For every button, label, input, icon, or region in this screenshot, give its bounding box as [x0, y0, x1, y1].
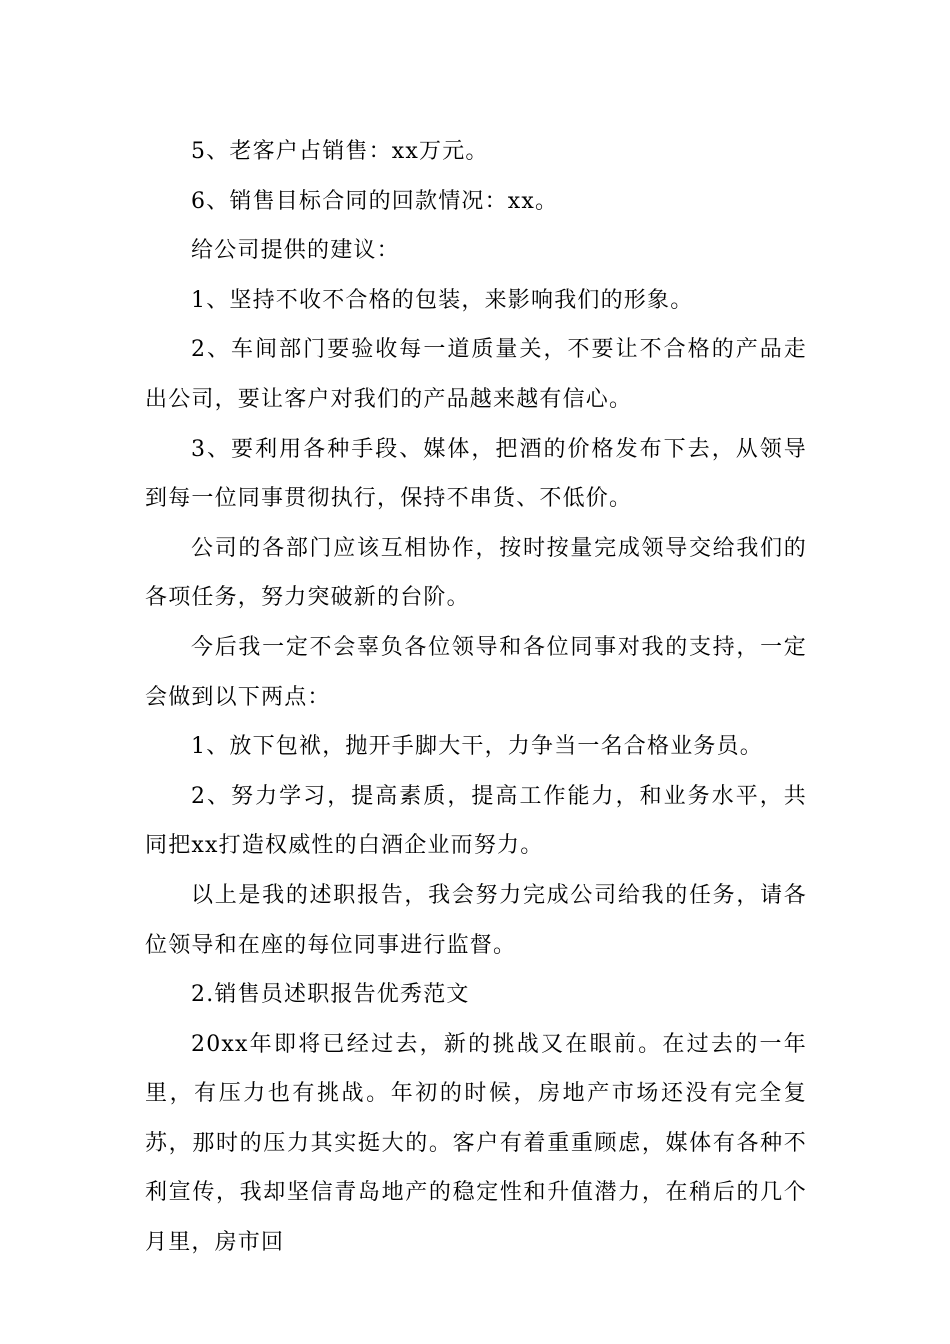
- paragraph-suggestion-2: 2、车间部门要验收每一道质量关，不要让不合格的产品走出公司，要让客户对我们的产品越来越有信心。: [145, 337, 807, 412]
- section-heading-2: 2.销售员述职报告优秀范文: [191, 982, 470, 1008]
- paragraph-old-customer-sales: 5、老客户占销售：xx万元。: [191, 139, 489, 164]
- paragraph-commitment-1: 1、放下包袱，抛开手脚大干，力争当一名合格业务员。: [191, 734, 763, 760]
- paragraph-contract-payment: 6、销售目标合同的回款情况：xx。: [191, 188, 559, 214]
- paragraph-suggestion-1: 1、坚持不收不合格的包装，来影响我们的形象。: [191, 287, 694, 313]
- paragraph-suggestions-heading: 给公司提供的建议：: [191, 238, 400, 264]
- paragraph-conclusion: 以上是我的述职报告，我会努力完成公司给我的任务，请各位领导和在座的每位同事进行监督。: [145, 882, 807, 958]
- paragraph-suggestion-3: 3、要利用各种手段、媒体，把酒的价格发布下去，从领导到每一位同事贯彻执行，保持不串货、不低价。: [145, 436, 807, 512]
- paragraph-commitment: 今后我一定不会辜负各位领导和各位同事对我的支持，一定会做到以下两点：: [145, 634, 807, 710]
- paragraph-commitment-2: 2、努力学习，提高素质，提高工作能力，和业务水平，共同把xx打造权威性的白酒企业而努力。: [145, 783, 807, 859]
- document-body: [145, 127, 807, 1268]
- paragraph-cooperation: 公司的各部门应该互相协作，按时按量完成领导交给我们的各项任务，努力突破新的台阶。: [145, 535, 807, 611]
- paragraph-section-2-intro: 20xx年即将已经过去，新的挑战又在眼前。在过去的一年里，有压力也有挑战。年初的时候，房地产市场还没有完全复苏，那时的压力其实挺大的。客户有着重重顾虑，媒体有各种不利宣传，我却坚信青岛地产的稳定性和升值潜力，在稍后的几个月里，房市回: [145, 1031, 807, 1256]
